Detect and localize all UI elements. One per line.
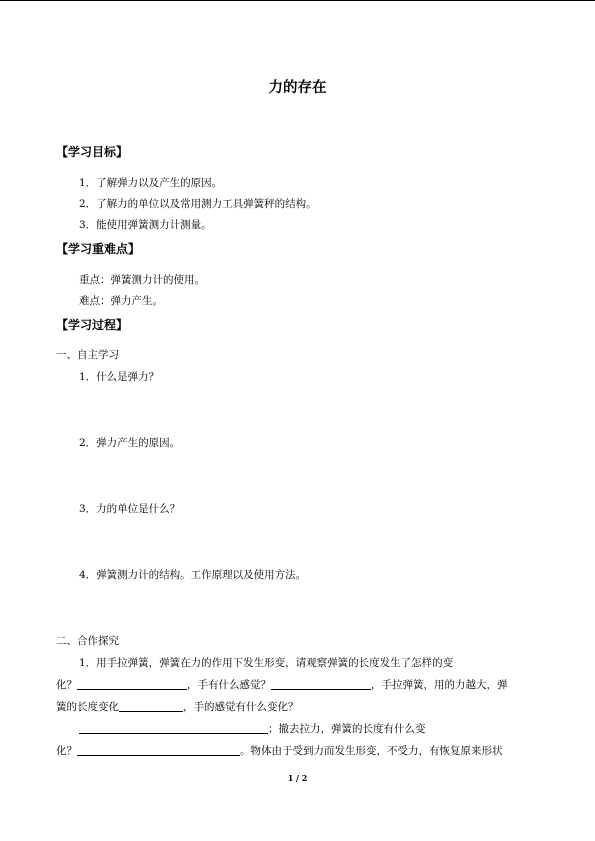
page-number: 1 / 2 — [287, 773, 308, 783]
key-point-focus: 重点：弹簧测力计的使用。 — [79, 274, 205, 286]
answer-blank-length-variation[interactable] — [119, 700, 183, 712]
page-title: 力的存在 — [268, 80, 327, 96]
cooperation-line-2 — [56, 678, 508, 692]
answer-blank-after-release[interactable] — [77, 744, 240, 756]
cooperation-line-1: 1．用手拉弹簧，弹簧在力的作用下发生形变，请观察弹簧的长度发生了怎样的变 — [79, 657, 454, 669]
line5-text-b: 。物体由于受到力而发生形变，不受力，有恢复原来形状 — [240, 745, 503, 757]
line2-text-a: 化？ — [56, 679, 77, 691]
objective-item-1: 1．了解弹力以及产生的原因。 — [79, 177, 223, 189]
answer-blank-feeling-change[interactable] — [79, 722, 268, 734]
self-study-question-4: 4．弹簧测力计的结构。工作原理以及使用方法。 — [79, 569, 307, 581]
objective-item-3: 3．能使用弹簧测力计测量。 — [79, 219, 212, 231]
line3-text-a: 簧的长度变化 — [56, 701, 119, 713]
objective-item-2: 2．了解力的单位以及常用测力工具弹簧秤的结构。 — [79, 198, 317, 210]
self-study-question-3: 3．力的单位是什么？ — [79, 503, 181, 515]
line2-text-b: ，手有什么感觉？ — [187, 679, 271, 691]
cooperation-line-3 — [56, 700, 299, 714]
self-study-question-2: 2．弹力产生的原因。 — [79, 437, 181, 449]
cooperation-line-4 — [79, 722, 426, 736]
cooperation-heading: 二、合作探究 — [56, 635, 119, 647]
line4-text-b: ；撤去拉力，弹簧的长度有什么变 — [268, 723, 426, 735]
line2-text-c: ，手拉弹簧，用的力越大，弹 — [371, 679, 508, 691]
answer-blank-hand-feeling[interactable] — [271, 678, 371, 690]
key-point-difficulty: 难点：弹力产生。 — [79, 295, 163, 307]
line3-text-b: ，手的感觉有什么变化？ — [183, 701, 299, 713]
objectives-header: 【学习目标】 — [56, 145, 129, 159]
cooperation-line-5 — [56, 744, 503, 758]
self-study-heading: 一、自主学习 — [56, 349, 119, 361]
key-points-header: 【学习重难点】 — [56, 242, 141, 256]
top-border-line — [0, 0, 595, 1]
process-header: 【学习过程】 — [56, 318, 129, 332]
answer-blank-length-change[interactable] — [77, 678, 187, 690]
line5-text-a: 化？ — [56, 745, 77, 757]
self-study-question-1: 1．什么是弹力？ — [79, 371, 160, 383]
